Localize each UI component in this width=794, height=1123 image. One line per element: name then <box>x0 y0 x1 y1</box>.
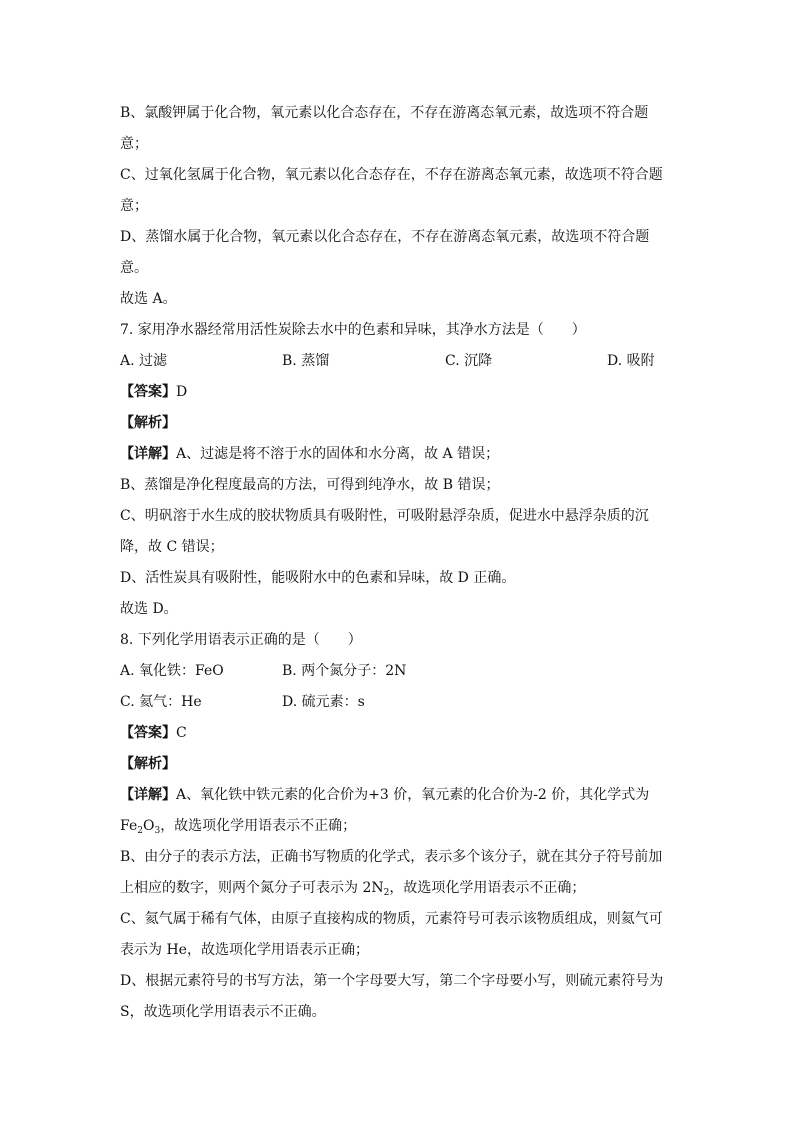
q7-option-b: B. 蒸馏 <box>282 353 330 369</box>
q7-option-c: C. 沉降 <box>445 353 493 369</box>
formula-fe: Fe <box>120 818 138 834</box>
prev-explanation-c-line2: 意； <box>120 198 148 214</box>
q8-detail-d-line2: S，故选项化学用语表示不正确。 <box>120 1004 326 1020</box>
q7-detail-d: D、活性炭具有吸附性，能吸附水中的色素和异味，故 D 正确。 <box>120 570 516 586</box>
q8-options-row2 <box>120 687 680 718</box>
formula-o: O <box>142 818 155 834</box>
document-page <box>120 98 680 1028</box>
q8-option-b: B. 两个氮分子：2N <box>282 663 407 679</box>
q8-detail-d-line1: D、根据元素符号的书写方法，第一个字母要大写，第二个字母要小写，则硫元素符号为 <box>120 973 664 989</box>
q8-detail-b-line2 <box>120 873 680 904</box>
q7-answer-label: 【答案】 <box>120 384 176 400</box>
q7-option-a: A. 过滤 <box>120 353 168 369</box>
q8-detail-b-line1: B、由分子的表示方法，正确书写物质的化学式，表示多个该分子，就在其分子符号前加 <box>120 849 663 865</box>
prev-explanation-b-line1: B、氯酸钾属于化合物，氧元素以化合态存在，不存在游离态氧元素，故选项不符合题 <box>120 105 649 121</box>
q8-detail-a-line2 <box>120 811 680 842</box>
q7-question: 7. 家用净水器经常用活性炭除去水中的色素和异味，其净水方法是（ ） <box>120 322 586 338</box>
q8-answer-value: C <box>176 725 187 741</box>
q8-option-c: C. 氦气：He <box>120 694 202 710</box>
q7-detail-b: B、蒸馏是净化程度最高的方法，可得到纯净水，故 B 错误； <box>120 477 500 493</box>
q7-detail-a <box>120 439 680 470</box>
q7-detail-c-line1: C、明矾溶于水生成的胶状物质具有吸附性，可吸附悬浮杂质，促进水中悬浮杂质的沉 <box>120 508 649 524</box>
q8-detail-a-line2-rest: ，故选项化学用语表示不正确； <box>160 818 357 834</box>
q8-detail-b-line2-pre: 上相应的数字，则两个氮分子可表示为 2N <box>120 880 384 896</box>
formula-sub-2: 2 <box>137 826 143 836</box>
formula-n2-sub: 2 <box>383 888 390 898</box>
q7-analysis-heading: 【解析】 <box>120 415 176 431</box>
q7-detail-a-text: A、过滤是将不溶于水的固体和水分离，故 A 错误； <box>176 446 500 462</box>
q8-detail-c-line1: C、氦气属于稀有气体，由原子直接构成的物质，元素符号可表示该物质组成，则氦气可 <box>120 911 663 927</box>
q8-options-row1 <box>120 656 680 687</box>
q8-option-d: D. 硫元素：s <box>282 694 365 710</box>
q7-answer-value: D <box>176 384 188 400</box>
prev-explanation-d-line2: 意。 <box>120 260 148 276</box>
q7-detail-label: 【详解】 <box>120 446 176 462</box>
q7-detail-c-line2: 降，故 C 错误； <box>120 539 224 555</box>
q8-question: 8. 下列化学用语表示正确的是（ ） <box>120 632 362 648</box>
formula-sub-3: 3 <box>154 826 161 836</box>
q8-analysis-heading: 【解析】 <box>120 756 176 772</box>
q8-answer <box>120 718 680 749</box>
q8-detail-a-text: A、氧化铁中铁元素的化合价为+3 价，氧元素的化合价为-2 价，其化学式为 <box>176 787 650 803</box>
q8-answer-label: 【答案】 <box>120 725 176 741</box>
q7-options <box>120 346 680 377</box>
prev-explanation-c-line1: C、过氧化氢属于化合物，氧元素以化合态存在，不存在游离态氧元素，故选项不符合题 <box>120 167 663 183</box>
q7-conclusion: 故选 D。 <box>120 601 178 617</box>
q7-option-d: D. 吸附 <box>607 353 655 369</box>
prev-explanation-d-line1: D、蒸馏水属于化合物，氧元素以化合态存在，不存在游离态氧元素，故选项不符合题 <box>120 229 650 245</box>
q8-detail-a-line1 <box>120 780 680 811</box>
q7-answer <box>120 377 680 408</box>
q8-option-a: A. 氧化铁：FeO <box>120 663 224 679</box>
q8-detail-c-line2: 表示为 He，故选项化学用语表示正确； <box>120 942 369 958</box>
q8-detail-label: 【详解】 <box>120 787 176 803</box>
prev-conclusion: 故选 A。 <box>120 291 177 307</box>
q8-detail-b-line2-post: ，故选项化学用语表示不正确； <box>389 880 586 896</box>
prev-explanation-b-line2: 意； <box>120 136 148 152</box>
